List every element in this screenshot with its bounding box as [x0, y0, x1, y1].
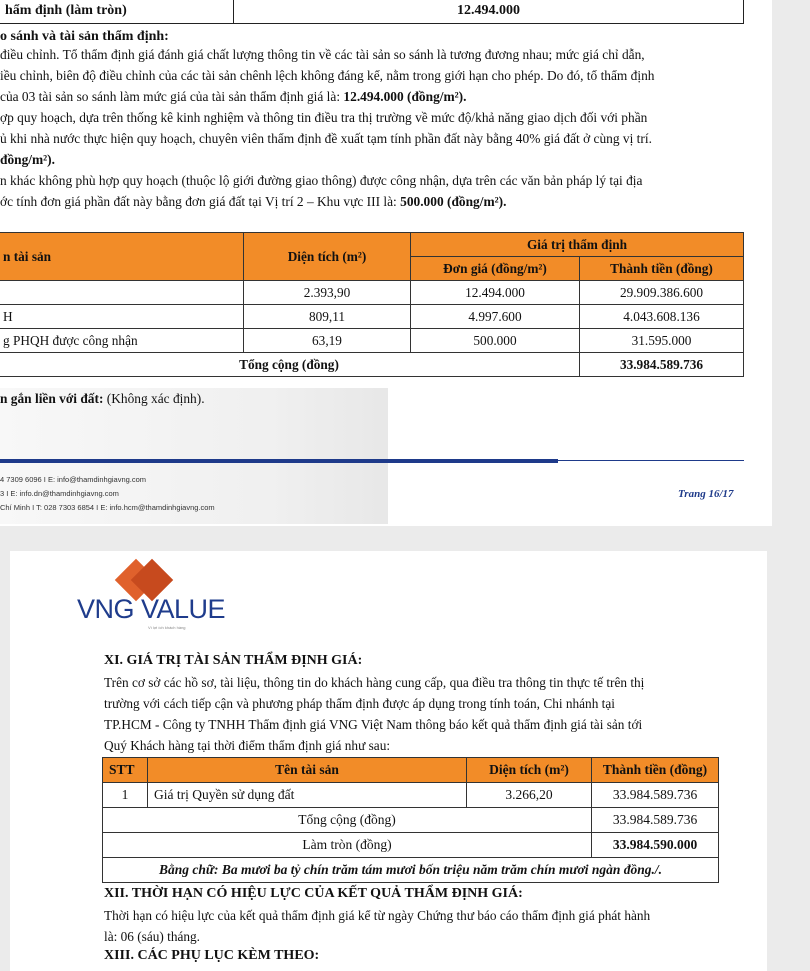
table-sum-row — [0, 353, 744, 377]
footer-divider — [0, 459, 558, 463]
result-table — [102, 757, 719, 883]
header-asset-name: n tài sản — [0, 233, 244, 281]
paragraph-line: đồng/m²). — [0, 152, 55, 167]
section-xii-line: Thời hạn có hiệu lực của kết quả thẩm định giá kể từ ngày Chứng thư báo cáo thẩm định giá phát hành — [104, 908, 651, 923]
section-xii-line: là: 06 (sáu) tháng. — [104, 929, 201, 944]
section-xi-line: Trên cơ sở các hồ sơ, tài liệu, thông tin do khách hàng cung cấp, qua điều tra thông tin thực tế trên thị — [104, 675, 645, 690]
table-words-row — [103, 858, 719, 883]
paragraph-text: ớc tính đơn giá phần đất này bằng đơn giá đất tại Vị trí 2 – Khu vực III là: — [0, 194, 401, 209]
cell-area: 2.393,90 — [244, 281, 411, 305]
rounded-price-value: 12.494.000 — [234, 0, 744, 24]
section-xi-line: trường với cách tiếp cận và phương pháp thẩm định được áp dụng trong tính toán, Chi nhánh tại — [104, 696, 615, 711]
paragraph-line: iều chỉnh, biên độ điều chỉnh của các tài sản chênh lệch không đáng kể, nằm trong giới hạn cho phép. Do đó, tổ thẩm định — [0, 68, 655, 83]
table-round-row — [103, 833, 719, 858]
paragraph-line — [0, 87, 466, 107]
rounded-price-table — [0, 0, 744, 24]
header-total: Thành tiền (đồng) — [592, 758, 719, 783]
paragraph-text: của 03 tài sản so sánh làm mức giá của tài sản thẩm định giá là: — [0, 89, 344, 104]
table-header-row — [103, 758, 719, 783]
paragraph-line: ủ khi nhà nước thực hiện quy hoạch, chuyên viên thẩm định đề xuất tạm tính phần đất này bằng 40% giá đất ở cùng vị trí. — [0, 131, 652, 146]
footer-divider-thin — [558, 460, 744, 461]
amount-in-words: Bằng chữ: Ba mươi ba tỷ chín trăm tám mươi bốn triệu năm trăm chín mươi ngàn đồng./. — [103, 858, 719, 883]
section-xi-line: TP.HCM - Công ty TNHH Thẩm định giá VNG Việt Nam thông báo kết quả thẩm định giá tài sản tới — [104, 717, 643, 732]
sum-label: Tổng cộng (đồng) — [103, 808, 592, 833]
cell-name — [0, 281, 244, 305]
cell-area: 63,19 — [244, 329, 411, 353]
header-stt: STT — [103, 758, 148, 783]
section-xii-title: XII. THỜI HẠN CÓ HIỆU LỰC CỦA KẾT QUẢ THẨM ĐỊNH GIÁ: — [104, 886, 523, 901]
valuation-table — [0, 232, 744, 377]
cell-total: 29.909.386.600 — [580, 281, 744, 305]
table-row — [103, 783, 719, 808]
cell-area: 3.266,20 — [467, 783, 592, 808]
cell-unit-price: 12.494.000 — [411, 281, 580, 305]
rounded-price-label: hẩm định (làm tròn) — [0, 0, 234, 24]
paragraph-line — [0, 192, 506, 212]
header-appraised-value: Giá trị thẩm định — [411, 233, 744, 257]
cell-total: 31.595.000 — [580, 329, 744, 353]
table-row — [0, 305, 744, 329]
cell-name: g PHQH được công nhận — [0, 329, 244, 353]
section-xiii-title: XIII. CÁC PHỤ LỤC KÈM THEO: — [104, 948, 320, 963]
cell-unit-price: 4.997.600 — [411, 305, 580, 329]
sum-value: 33.984.589.736 — [592, 808, 719, 833]
paragraph-line: điều chỉnh. Tổ thẩm định giá đánh giá chất lượng thông tin về các tài sản so sánh là tương đương nhau; mức giá chỉ dẫn, — [0, 47, 645, 62]
company-logo-tagline: Vì lợi ích khách hàng — [148, 625, 186, 630]
round-label: Làm tròn (đồng) — [103, 833, 592, 858]
page-number: Trang 16/17 — [678, 488, 734, 500]
cell-unit-price: 500.000 — [411, 329, 580, 353]
cell-total: 33.984.589.736 — [592, 783, 719, 808]
section-heading: o sánh và tài sản thẩm định: — [0, 29, 169, 44]
table-row — [0, 0, 744, 24]
table-sum-row — [103, 808, 719, 833]
cell-name: H — [0, 305, 244, 329]
footer-contact-line: Chí Minh I T: 028 7303 6854 I E: info.hcm@thamdinhgiavng.com — [0, 503, 215, 512]
cell-area: 809,11 — [244, 305, 411, 329]
table-row — [0, 329, 744, 353]
note-value: (Không xác định). — [106, 391, 205, 406]
header-asset-name: Tên tài sản — [148, 758, 467, 783]
note-label: n gắn liền với đất: — [0, 391, 107, 406]
company-logo-text: VNG VALUE — [77, 594, 226, 624]
header-area: Diện tích (m²) — [467, 758, 592, 783]
attached-assets-note — [0, 389, 205, 409]
paragraph-line: n khác không phù hợp quy hoạch (thuộc lộ giới đường giao thông) được công nhận, dựa trên các văn bản pháp lý tại địa — [0, 173, 643, 188]
cell-total: 4.043.608.136 — [580, 305, 744, 329]
zone-unit-price: 500.000 (đồng/m²). — [400, 194, 507, 209]
section-xi-title: XI. GIÁ TRỊ TÀI SẢN THẨM ĐỊNH GIÁ: — [104, 653, 363, 668]
header-total: Thành tiền (đồng) — [580, 257, 744, 281]
sum-label: Tổng cộng (đồng) — [0, 353, 580, 377]
footer-contact-line: 3 I E: info.dn@thamdinhgiavng.com — [0, 489, 119, 498]
table-row — [0, 281, 744, 305]
header-unit-price: Đơn giá (đồng/m²) — [411, 257, 580, 281]
footer-contact-line: 4 7309 6096 I E: info@thamdinhgiavng.com — [0, 475, 147, 484]
paragraph-line: ợp quy hoạch, dựa trên thống kê kinh nghiệm và thông tin điều tra thị trường về mức độ/khả năng giao dịch đối với phần — [0, 110, 648, 125]
cell-name: Giá trị Quyền sử dụng đất — [148, 783, 467, 808]
header-area: Diện tích (m²) — [244, 233, 411, 281]
section-xi-line: Quý Khách hàng tại thời điểm thẩm định giá như sau: — [104, 738, 391, 753]
cell-stt: 1 — [103, 783, 148, 808]
table-header-row — [0, 233, 744, 257]
appraised-unit-price: 12.494.000 (đồng/m²). — [343, 89, 467, 104]
round-value: 33.984.590.000 — [592, 833, 719, 858]
sum-value: 33.984.589.736 — [580, 353, 744, 377]
